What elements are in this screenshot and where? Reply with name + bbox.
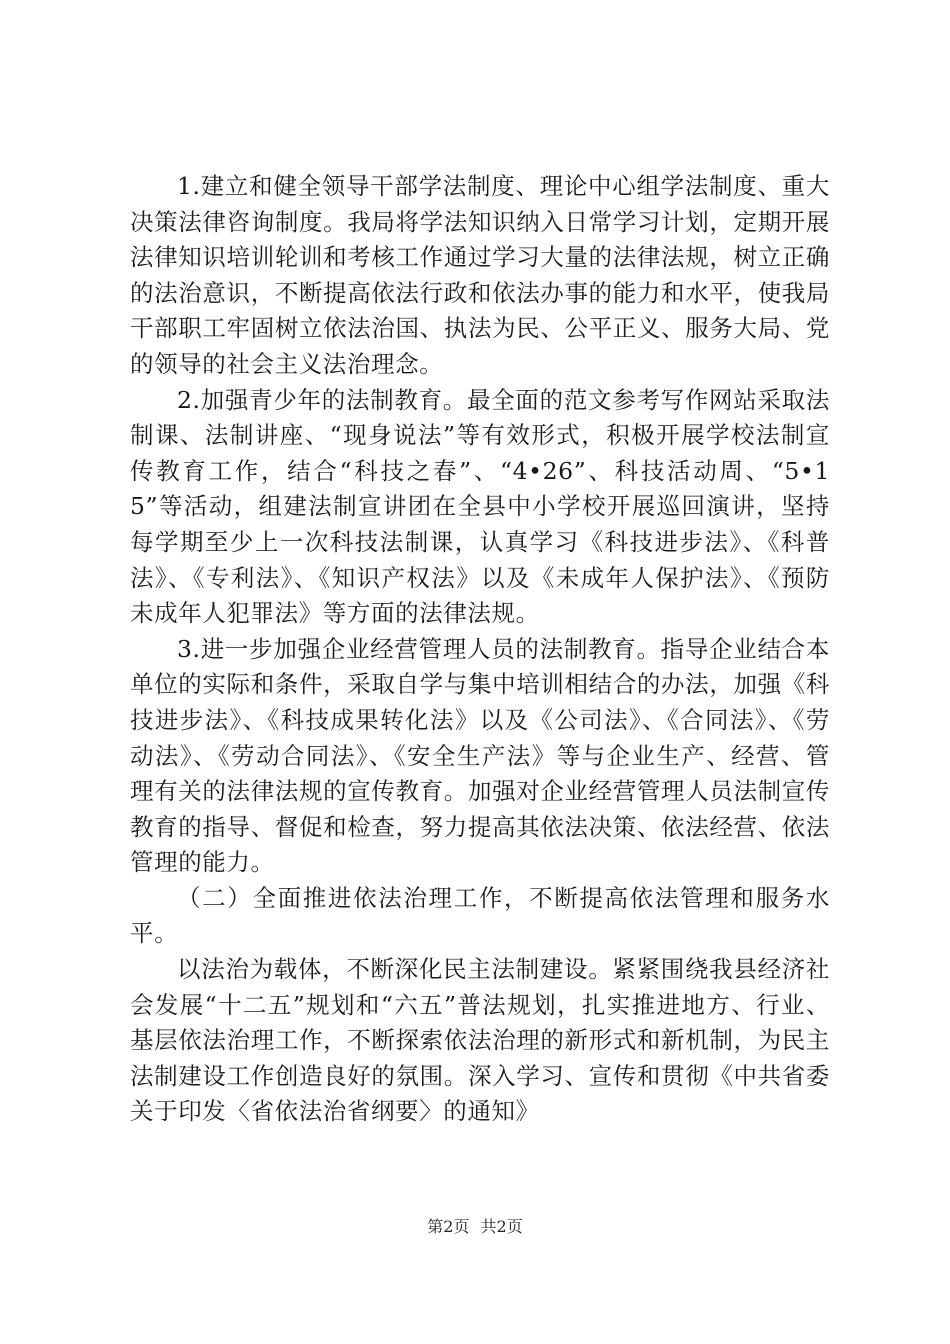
paragraph-2: 2.加强青少年的法制教育。最全面的范文参考写作网站采取法制课、法制讲座、“现身说法”等有效形式，积极开展学校法制宣传教育工作，结合“科技之春”、“4•26”、科技活动周、“5•15”等活动，组建法制宣讲团在全县中小学校开展巡回演讲，坚持每学期至少上一次科技法制课，认真学习《科技进步法》、《科普法》、《专利法》、《知识产权法》以及《未成年人保护法》、《预防未成年人犯罪法》等方面的法律法规。 (130, 385, 830, 628)
document-body (130, 169, 830, 1130)
section-heading: （二）全面推进依法治理工作，不断提高依法管理和服务水平。 (130, 883, 830, 948)
paragraph-1: 1.建立和健全领导干部学法制度、理论中心组学法制度、重大决策法律咨询制度。我局将学法知识纳入日常学习计划，定期开展法律知识培训轮训和考核工作通过学习大量的法律法规，树立正确的法治意识，不断提高依法行政和依法办事的能力和水平，使我局干部职工牢固树立依法治国、执法为民、公平正义、服务大局、党的领导的社会主义法治理念。 (130, 172, 830, 378)
page-number: 第2页 (427, 1217, 470, 1236)
paragraph-3: 3.进一步加强企业经营管理人员的法制教育。指导企业结合本单位的实际和条件，采取自学与集中培训相结合的办法，加强《科技进步法》、《科技成果转化法》以及《公司法》、《合同法》、《劳动法》、《劳动合同法》、《安全生产法》等与企业生产、经营、管理有关的法律法规的宣传教育。加强对企业经营管理人员法制宣传教育的指导、督促和检查，努力提高其依法决策、依法经营、依法管理的能力。 (130, 634, 830, 877)
page-footer (0, 1214, 950, 1237)
paragraph-4: 以法治为载体，不断深化民主法制建设。紧紧围绕我县经济社会发展“十二五”规划和“六五”普法规划，扎实推进地方、行业、基层依法治理工作，不断探索依法治理的新形式和新机制，为民主法制建设工作创造良好的氛围。深入学习、宣传和贯彻《中共省委关于印发〈省依法治省纲要〉的通知》 (130, 955, 830, 1126)
page-total: 共2页 (480, 1217, 523, 1236)
